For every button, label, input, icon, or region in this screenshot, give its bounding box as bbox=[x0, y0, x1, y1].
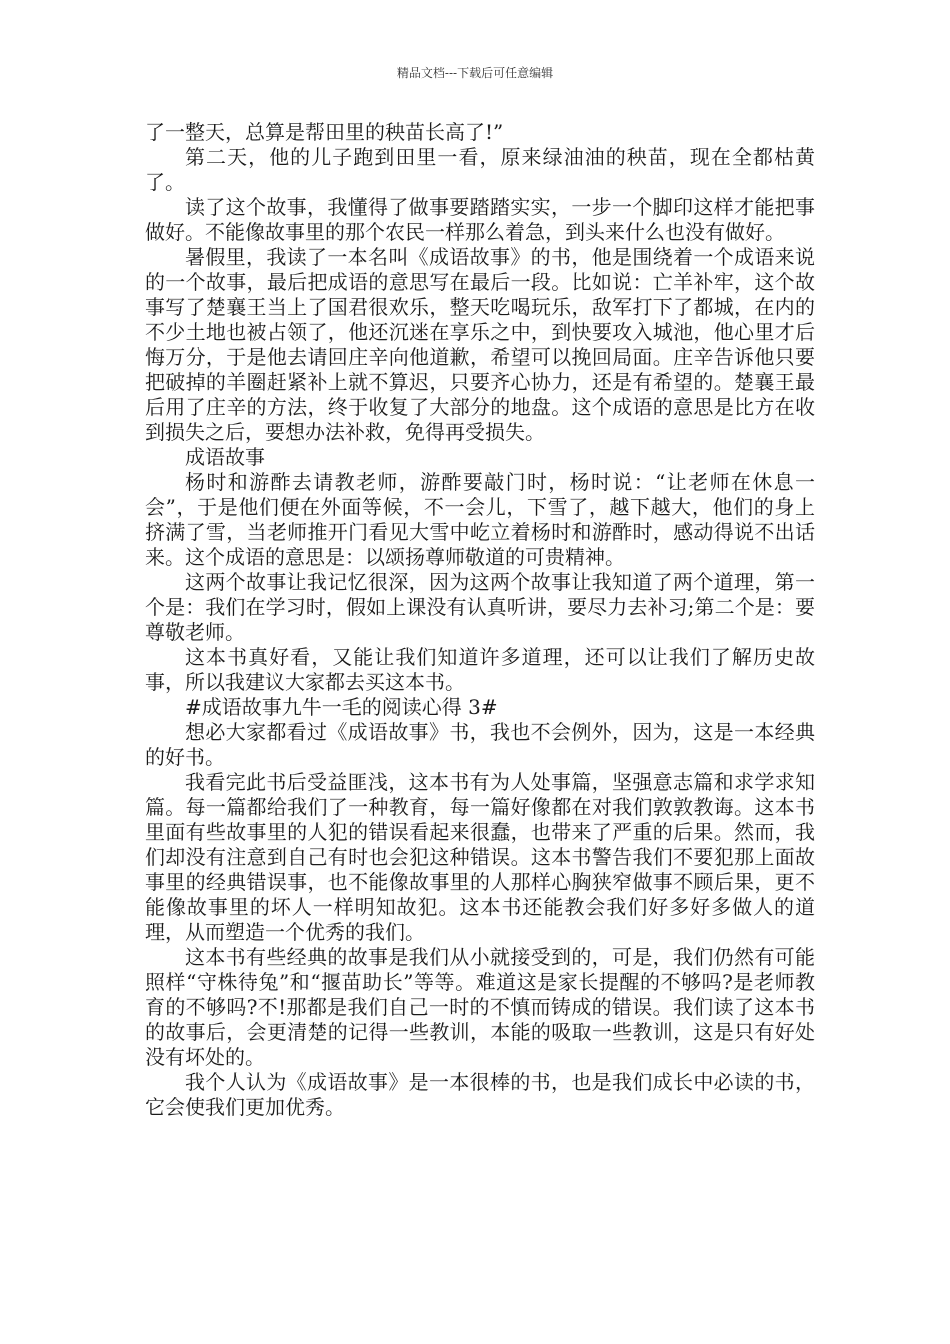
paragraph: 暑假里，我读了一本名叫《成语故事》的书，他是围绕着一个成语来说的一个故事，最后把成语的意思写在最后一段。比如说：亡羊补牢，这个故事写了楚襄王当上了国君很欢乐，整天吃喝玩乐，敌军打下了都城，在内的不少土地也被占领了，他还沉迷在享乐之中，到快要攻入城池，他心里才后悔万分，于是他去请回庄辛向他道歉，希望可以挽回局面。庄辛告诉他只要把破掉的羊圈赶紧补上就不算迟，只要齐心协力，还是有希望的。楚襄王最后用了庄辛的方法，终于收复了大部分的地盘。这个成语的意思是比方在收到损失之后，要想办法补救，免得再受损失。 bbox=[145, 245, 815, 444]
paragraph: 想必大家都看过《成语故事》书，我也不会例外，因为，这是一本经典的好书。 bbox=[145, 720, 815, 769]
paragraph: 我个人认为《成语故事》是一本很棒的书，也是我们成长中必读的书，它会使我们更加优秀。 bbox=[145, 1070, 815, 1119]
paragraph: 第二天，他的儿子跑到田里一看，原来绿油油的秧苗，现在全都枯黄了。 bbox=[145, 145, 815, 194]
document-body bbox=[145, 120, 815, 1120]
paragraph: 读了这个故事，我懂得了做事要踏踏实实，一步一个脚印这样才能把事做好。不能像故事里的那个农民一样那么着急，到头来什么也没有做好。 bbox=[145, 195, 815, 244]
paragraph: 成语故事 bbox=[185, 445, 265, 469]
paragraph: 我看完此书后受益匪浅，这本书有为人处事篇，坚强意志篇和求学求知篇。每一篇都给我们了一种教育，每一篇好像都在对我们敦敦教诲。这本书里面有些故事里的人犯的错误看起来很蠢，也带来了严重的后果。然而，我们却没有注意到自己有时也会犯这种错误。这本书警告我们不要犯那上面故事里的经典错误事，也不能像故事里的人那样心胸狭窄做事不顾后果，更不能像故事里的坏人一样明知故犯。这本书还能教会我们好多好多做人的道理，从而塑造一个优秀的我们。 bbox=[145, 770, 815, 944]
paragraph: 这本书真好看，又能让我们知道许多道理，还可以让我们了解历史故事，所以我建议大家都去买这本书。 bbox=[145, 645, 815, 694]
paragraph: 杨时和游酢去请教老师，游酢要敲门时，杨时说：“让老师在休息一会”，于是他们便在外面等候，不一会儿，下雪了，越下越大，他们的身上挤满了雪，当老师推开门看见大雪中屹立着杨时和游酢时，感动得说不出话来。这个成语的意思是：以颂扬尊师敬道的可贵精神。 bbox=[145, 470, 815, 569]
paragraph: 了一整天，总算是帮田里的秧苗长高了!” bbox=[145, 120, 504, 144]
paragraph: 这两个故事让我记忆很深，因为这两个故事让我知道了两个道理，第一个是：我们在学习时，假如上课没有认真听讲，要尽力去补习;第二个是：要尊敬老师。 bbox=[145, 570, 815, 644]
page-header: 精品文档---下载后可任意编辑 bbox=[396, 66, 554, 80]
paragraph: #成语故事九牛一毛的阅读心得 3# bbox=[185, 695, 498, 719]
paragraph: 这本书有些经典的故事是我们从小就接受到的，可是，我们仍然有可能照样“守株待兔”和“揠苗助长”等等。难道这是家长提醒的不够吗?是老师教育的不够吗?不!那都是我们自己一时的不慎而铸成的错误。我们读了这本书的故事后，会更清楚的记得一些教训，本能的吸取一些教训，这是只有好处没有坏处的。 bbox=[145, 945, 815, 1069]
